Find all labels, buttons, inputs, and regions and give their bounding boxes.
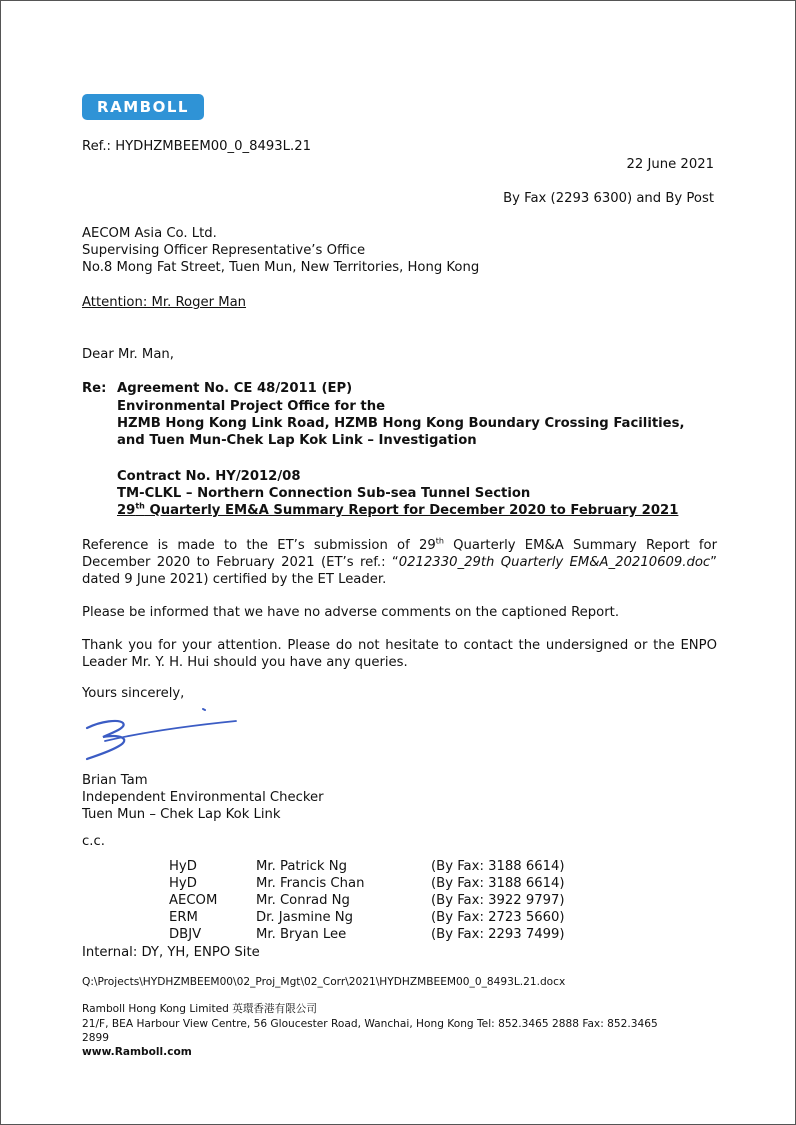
cc-name: Mr. Conrad Ng [256,893,350,908]
signatory-name: Brian Tam [82,773,148,788]
report-title: 29th Quarterly EM&A Summary Report for December 2020 to February 2021 [117,501,679,518]
delivery-method: By Fax (2293 6300) and By Post [503,191,714,206]
cc-fax: (By Fax: 2723 5660) [431,910,565,925]
cc-org: HyD [169,876,197,891]
body-paragraph-1: Reference is made to the ET’s submission of 29th Quarterly EM&A Summary Report for December 2020 to February 2021 (ET’s ref.: “0212330_29th Quarterly EM&A_20210609.doc” dated 9 June 2021) certified by the ET Leader. [82,536,717,587]
letter-date: 22 June 2021 [626,157,714,172]
contract-line-1: Contract No. HY/2012/08 [117,469,301,484]
cc-name: Mr. Francis Chan [256,876,365,891]
address-line-3: No.8 Mong Fat Street, Tuen Mun, New Territories, Hong Kong [82,260,480,275]
signature-image [81,701,246,767]
re-label: Re: [82,381,107,396]
cc-org: AECOM [169,893,218,908]
cc-org: ERM [169,910,198,925]
body-paragraph-3: Thank you for your attention. Please do not hesitate to contact the undersigned or the ENPO Leader Mr. Y. H. Hui should you have any queries. [82,638,717,670]
body-paragraph-2: Please be informed that we have no adverse comments on the captioned Report. [82,605,620,620]
cc-name: Mr. Patrick Ng [256,859,347,874]
cc-label: c.c. [82,834,105,849]
footer-company: Ramboll Hong Kong Limited 英環香港有限公司 [82,1003,317,1015]
re-line-2: Environmental Project Office for the [117,399,386,414]
footer-address: 21/F, BEA Harbour View Centre, 56 Gloucester Road, Wanchai, Hong Kong Tel: 852.3465 2888 Fax: 852.3465 [82,1018,658,1030]
cc-fax: (By Fax: 3922 9797) [431,893,565,908]
address-line-1: AECOM Asia Co. Ltd. [82,226,217,241]
signatory-title: Independent Environmental Checker [82,790,324,805]
address-line-2: Supervising Officer Representative’s Office [82,243,366,258]
file-path: Q:\Projects\HYDHZMBEEM00\02_Proj_Mgt\02_Corr\2021\HYDHZMBEEM00_0_8493L.21.docx [82,976,566,988]
signatory-project: Tuen Mun – Chek Lap Kok Link [82,807,281,822]
cc-org: HyD [169,859,197,874]
re-line-1: Agreement No. CE 48/2011 (EP) [117,381,353,396]
salutation: Dear Mr. Man, [82,347,174,362]
reference-number: Ref.: HYDHZMBEEM00_0_8493L.21 [82,139,311,154]
attention-line: Attention: Mr. Roger Man [82,295,247,310]
cc-name: Mr. Bryan Lee [256,927,347,942]
footer-website-link[interactable]: www.Ramboll.com [82,1046,192,1058]
cc-fax: (By Fax: 3188 6614) [431,876,565,891]
cc-table [1,858,795,944]
re-line-4: and Tuen Mun-Chek Lap Kok Link – Investigation [117,433,477,448]
cc-fax: (By Fax: 3188 6614) [431,859,565,874]
closing: Yours sincerely, [82,686,185,701]
contract-line-2: TM-CLKL – Northern Connection Sub-sea Tunnel Section [117,486,531,501]
ramboll-logo: RAMBOLL [82,94,204,120]
cc-org: DBJV [169,927,202,942]
internal-distribution: Internal: DY, YH, ENPO Site [82,945,260,960]
cc-fax: (By Fax: 2293 7499) [431,927,565,942]
re-line-3: HZMB Hong Kong Link Road, HZMB Hong Kong Boundary Crossing Facilities, [117,416,685,431]
cc-name: Dr. Jasmine Ng [256,910,353,925]
footer-address-cont: 2899 [82,1032,109,1044]
